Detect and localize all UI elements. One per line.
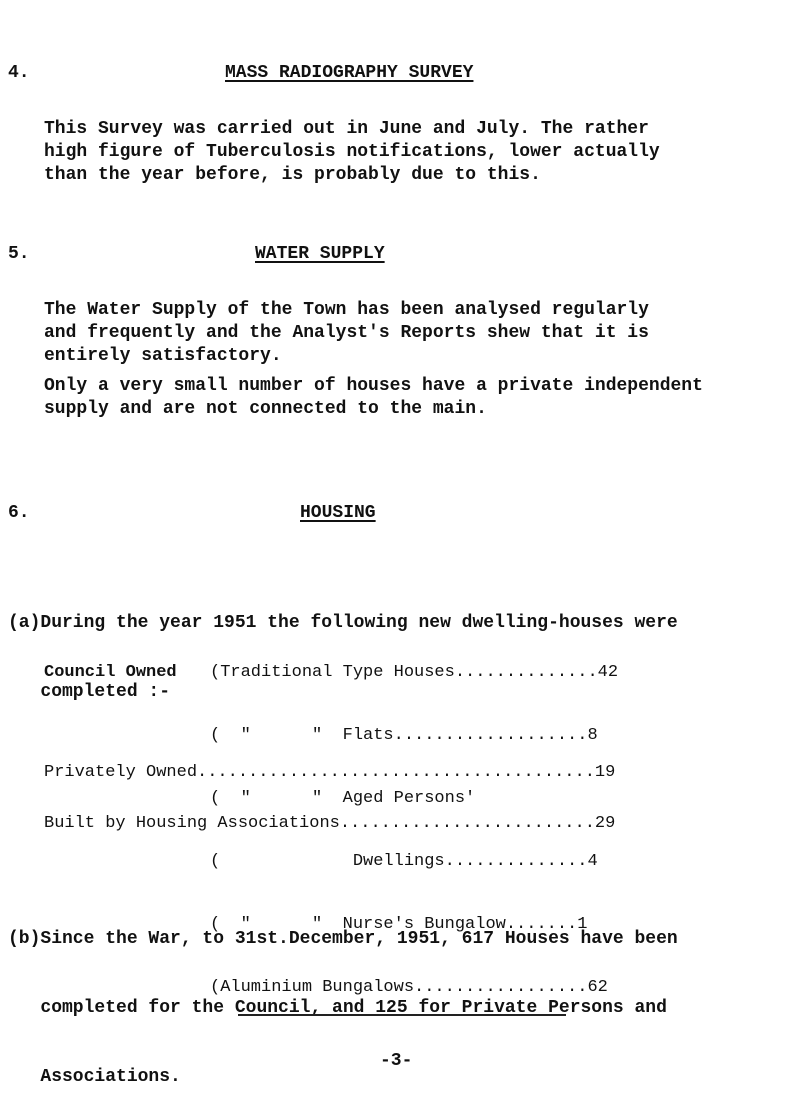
since-war-paragraph xyxy=(8,882,793,1112)
section-heading: MASS RADIOGRAPHY SURVEY xyxy=(225,63,474,83)
text-line: than the year before, is probably due to this. xyxy=(44,165,541,185)
section-heading: HOUSING xyxy=(300,503,376,523)
section-heading: WATER SUPPLY xyxy=(255,244,385,264)
table-row: (Traditional Type Houses..............42 xyxy=(210,663,619,682)
housing-associations-row: Built by Housing Associations.........................29 xyxy=(44,814,616,833)
section-number: 6. xyxy=(8,503,30,523)
privately-owned-row: Privately Owned.......................................19 xyxy=(44,763,616,782)
table-row: ( Dwellings..............4 xyxy=(210,852,598,871)
footer-divider xyxy=(238,1014,566,1016)
water-supply-paragraph-1 xyxy=(44,299,784,368)
page-number: -3- xyxy=(380,1051,413,1071)
table-row: ( " " Flats...................8 xyxy=(210,726,598,745)
text-line: Associations. xyxy=(8,1067,181,1087)
text-line: completed for the Council, and 125 for Private Persons and xyxy=(8,998,667,1018)
council-owned-label: Council Owned xyxy=(44,663,177,682)
table-row: ( " " Aged Persons' xyxy=(210,789,476,808)
table-row: (Aluminium Bungalows.................62 xyxy=(210,978,608,997)
text-line: completed :- xyxy=(8,682,171,702)
text-line: and frequently and the Analyst's Reports shew that it is xyxy=(44,323,649,343)
section-number: 5. xyxy=(8,244,30,264)
mass-radiography-paragraph xyxy=(44,118,784,187)
table-row: ( " " Nurse's Bungalow.......1 xyxy=(210,915,588,934)
text-line: (b)Since the War, to 31st.December, 1951, 617 Houses have been xyxy=(8,929,678,949)
text-line: This Survey was carried out in June and July. The rather xyxy=(44,119,649,139)
water-supply-paragraph-2 xyxy=(44,375,784,421)
text-line: The Water Supply of the Town has been analysed regularly xyxy=(44,300,649,320)
text-line: entirely satisfactory. xyxy=(44,346,282,366)
text-line: (a)During the year 1951 the following new dwelling-houses were xyxy=(8,613,678,633)
text-line: high figure of Tuberculosis notifications, lower actually xyxy=(44,142,660,162)
text-line: supply and are not connected to the main. xyxy=(44,399,487,419)
section-number: 4. xyxy=(8,63,30,83)
text-line: Only a very small number of houses have a private independent xyxy=(44,376,703,396)
